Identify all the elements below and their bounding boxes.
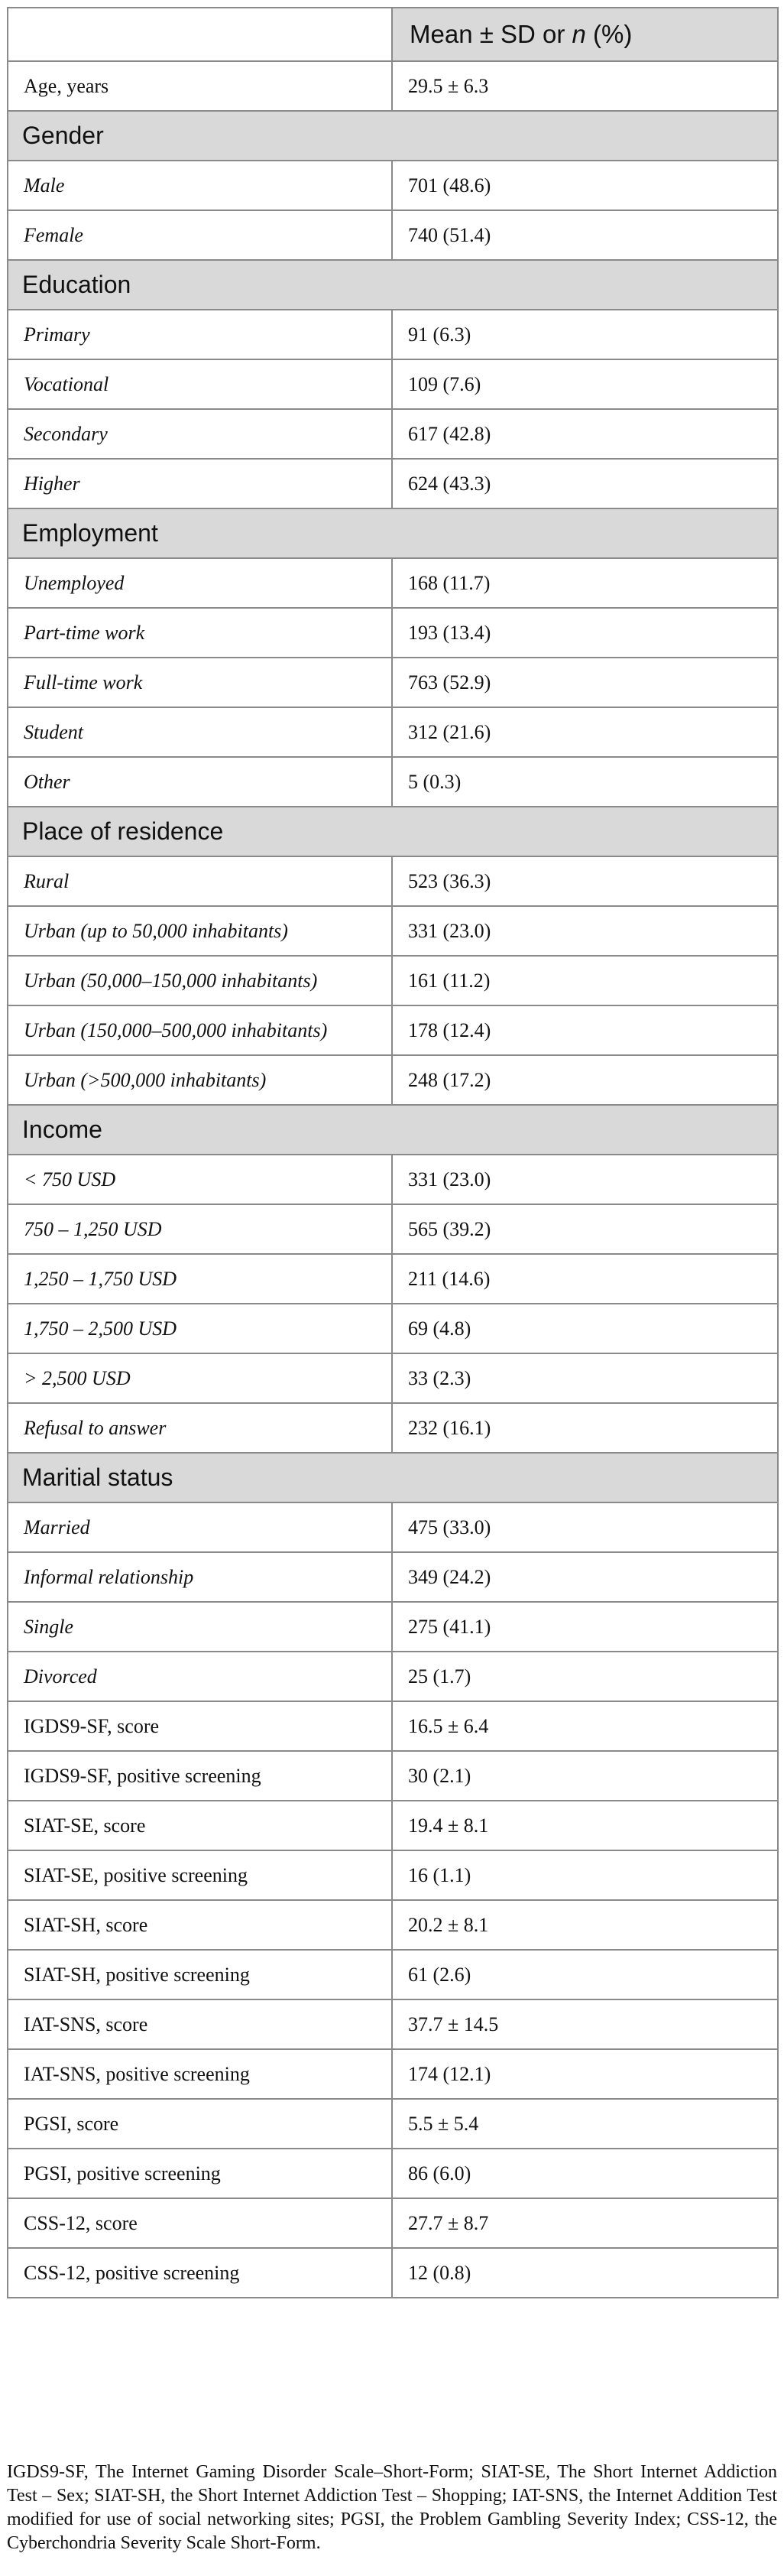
table-row (8, 359, 778, 409)
row-value: 5.5 ± 5.4 (392, 2099, 778, 2149)
row-label: Urban (150,000–500,000 inhabitants) (8, 1005, 392, 1055)
row-value: 161 (11.2) (392, 956, 778, 1005)
row-label: Unemployed (8, 558, 392, 608)
row-label: PGSI, score (8, 2099, 392, 2149)
row-value: 5 (0.3) (392, 757, 778, 807)
row-label: Urban (>500,000 inhabitants) (8, 1055, 392, 1105)
table-row (8, 409, 778, 459)
row-value: 211 (14.6) (392, 1254, 778, 1304)
header-n: n (572, 20, 586, 48)
row-label: PGSI, positive screening (8, 2149, 392, 2198)
row-label: < 750 USD (8, 1155, 392, 1204)
table-row (8, 61, 778, 111)
row-value: 37.7 ± 14.5 (392, 1999, 778, 2049)
row-value: 701 (48.6) (392, 161, 778, 210)
row-label: Full-time work (8, 658, 392, 707)
header-blank-cell (8, 8, 392, 61)
demographics-table (7, 7, 779, 2298)
row-label: 750 – 1,250 USD (8, 1204, 392, 1254)
row-label: Rural (8, 856, 392, 906)
row-label: Female (8, 210, 392, 260)
section-row (8, 260, 778, 310)
header-suffix: (%) (585, 20, 633, 48)
table-row (8, 1850, 778, 1900)
row-value: 331 (23.0) (392, 906, 778, 956)
row-value: 16 (1.1) (392, 1850, 778, 1900)
row-label: SIAT-SE, score (8, 1801, 392, 1850)
table-row (8, 1403, 778, 1453)
row-label: Student (8, 707, 392, 757)
table-row (8, 2049, 778, 2099)
table-row (8, 1304, 778, 1353)
row-label: IAT-SNS, score (8, 1999, 392, 2049)
table-row (8, 1900, 778, 1950)
table-row (8, 1999, 778, 2049)
row-value: 565 (39.2) (392, 1204, 778, 1254)
row-label: Urban (up to 50,000 inhabitants) (8, 906, 392, 956)
row-value: 275 (41.1) (392, 1602, 778, 1652)
row-value: 69 (4.8) (392, 1304, 778, 1353)
table-row (8, 608, 778, 658)
table-row (8, 906, 778, 956)
row-value: 312 (21.6) (392, 707, 778, 757)
row-value: 12 (0.8) (392, 2248, 778, 2298)
table-row (8, 1254, 778, 1304)
table-row (8, 658, 778, 707)
table-row (8, 1353, 778, 1403)
row-value: 523 (36.3) (392, 856, 778, 906)
table-body (8, 61, 778, 2298)
row-value: 349 (24.2) (392, 1552, 778, 1602)
section-label: Employment (8, 508, 778, 558)
table-row (8, 161, 778, 210)
table-row (8, 2248, 778, 2298)
section-label: Income (8, 1105, 778, 1155)
table-footnote: IGDS9-SF, The Internet Gaming Disorder Scale–Short-Form; SIAT-SE, The Short Internet Addiction Test – Sex; SIAT-SH, the Short Internet Addiction Test – Shopping; IAT-SNS, the Internet Addition Test modified for use of social networking sites; PGSI, the Problem Gambling Severity Index; CSS-12, the Cyberchondria Severity Scale Short-Form. (7, 2462, 777, 2553)
row-value: 29.5 ± 6.3 (392, 61, 778, 111)
row-label: 1,750 – 2,500 USD (8, 1304, 392, 1353)
row-label: CSS-12, positive screening (8, 2248, 392, 2298)
header-prefix: Mean ± SD or (410, 20, 572, 48)
row-value: 109 (7.6) (392, 359, 778, 409)
row-value: 232 (16.1) (392, 1403, 778, 1453)
section-row (8, 111, 778, 161)
header-stat-cell (392, 8, 778, 61)
table-row (8, 1005, 778, 1055)
section-row (8, 807, 778, 856)
row-label: Age, years (8, 61, 392, 111)
row-label: Married (8, 1502, 392, 1552)
row-value: 33 (2.3) (392, 1353, 778, 1403)
row-value: 624 (43.3) (392, 459, 778, 508)
row-label: Refusal to answer (8, 1403, 392, 1453)
table-row (8, 707, 778, 757)
row-value: 86 (6.0) (392, 2149, 778, 2198)
row-label: SIAT-SH, score (8, 1900, 392, 1950)
section-row (8, 1453, 778, 1502)
row-value: 168 (11.7) (392, 558, 778, 608)
row-label: Other (8, 757, 392, 807)
row-label: 1,250 – 1,750 USD (8, 1254, 392, 1304)
row-value: 16.5 ± 6.4 (392, 1701, 778, 1751)
row-label: IAT-SNS, positive screening (8, 2049, 392, 2099)
row-value: 248 (17.2) (392, 1055, 778, 1105)
row-label: Secondary (8, 409, 392, 459)
table-row (8, 1652, 778, 1701)
row-label: Primary (8, 310, 392, 359)
table-row (8, 1701, 778, 1751)
row-label: Informal relationship (8, 1552, 392, 1602)
row-value: 617 (42.8) (392, 409, 778, 459)
row-label: Part-time work (8, 608, 392, 658)
row-value: 740 (51.4) (392, 210, 778, 260)
row-value: 61 (2.6) (392, 1950, 778, 1999)
section-row (8, 508, 778, 558)
table-row (8, 2198, 778, 2248)
row-label: IGDS9-SF, positive screening (8, 1751, 392, 1801)
row-value: 331 (23.0) (392, 1155, 778, 1204)
table-row (8, 856, 778, 906)
row-value: 763 (52.9) (392, 658, 778, 707)
row-label: Higher (8, 459, 392, 508)
row-value: 19.4 ± 8.1 (392, 1801, 778, 1850)
section-label: Maritial status (8, 1453, 778, 1502)
table-row (8, 1155, 778, 1204)
section-label: Gender (8, 111, 778, 161)
table-row (8, 1204, 778, 1254)
row-label: SIAT-SE, positive screening (8, 1850, 392, 1900)
row-value: 25 (1.7) (392, 1652, 778, 1701)
table-row (8, 1552, 778, 1602)
row-value: 475 (33.0) (392, 1502, 778, 1552)
row-value: 30 (2.1) (392, 1751, 778, 1801)
table-row (8, 1502, 778, 1552)
table-row (8, 459, 778, 508)
table-row (8, 2099, 778, 2149)
row-label: Male (8, 161, 392, 210)
table-row (8, 1602, 778, 1652)
table-row (8, 310, 778, 359)
row-value: 178 (12.4) (392, 1005, 778, 1055)
row-label: IGDS9-SF, score (8, 1701, 392, 1751)
row-label: Urban (50,000–150,000 inhabitants) (8, 956, 392, 1005)
table-container (7, 7, 777, 2298)
row-label: Divorced (8, 1652, 392, 1701)
row-value: 174 (12.1) (392, 2049, 778, 2099)
section-label: Education (8, 260, 778, 310)
row-label: > 2,500 USD (8, 1353, 392, 1403)
table-header-row (8, 8, 778, 61)
row-value: 27.7 ± 8.7 (392, 2198, 778, 2248)
row-label: Single (8, 1602, 392, 1652)
table-row (8, 956, 778, 1005)
table-row (8, 1751, 778, 1801)
row-label: Vocational (8, 359, 392, 409)
row-label: CSS-12, score (8, 2198, 392, 2248)
table-row (8, 757, 778, 807)
row-value: 193 (13.4) (392, 608, 778, 658)
table-row (8, 210, 778, 260)
table-row (8, 558, 778, 608)
table-row (8, 2149, 778, 2198)
table-row (8, 1950, 778, 1999)
table-row (8, 1801, 778, 1850)
row-value: 20.2 ± 8.1 (392, 1900, 778, 1950)
row-label: SIAT-SH, positive screening (8, 1950, 392, 1999)
table-row (8, 1055, 778, 1105)
row-value: 91 (6.3) (392, 310, 778, 359)
section-label: Place of residence (8, 807, 778, 856)
section-row (8, 1105, 778, 1155)
